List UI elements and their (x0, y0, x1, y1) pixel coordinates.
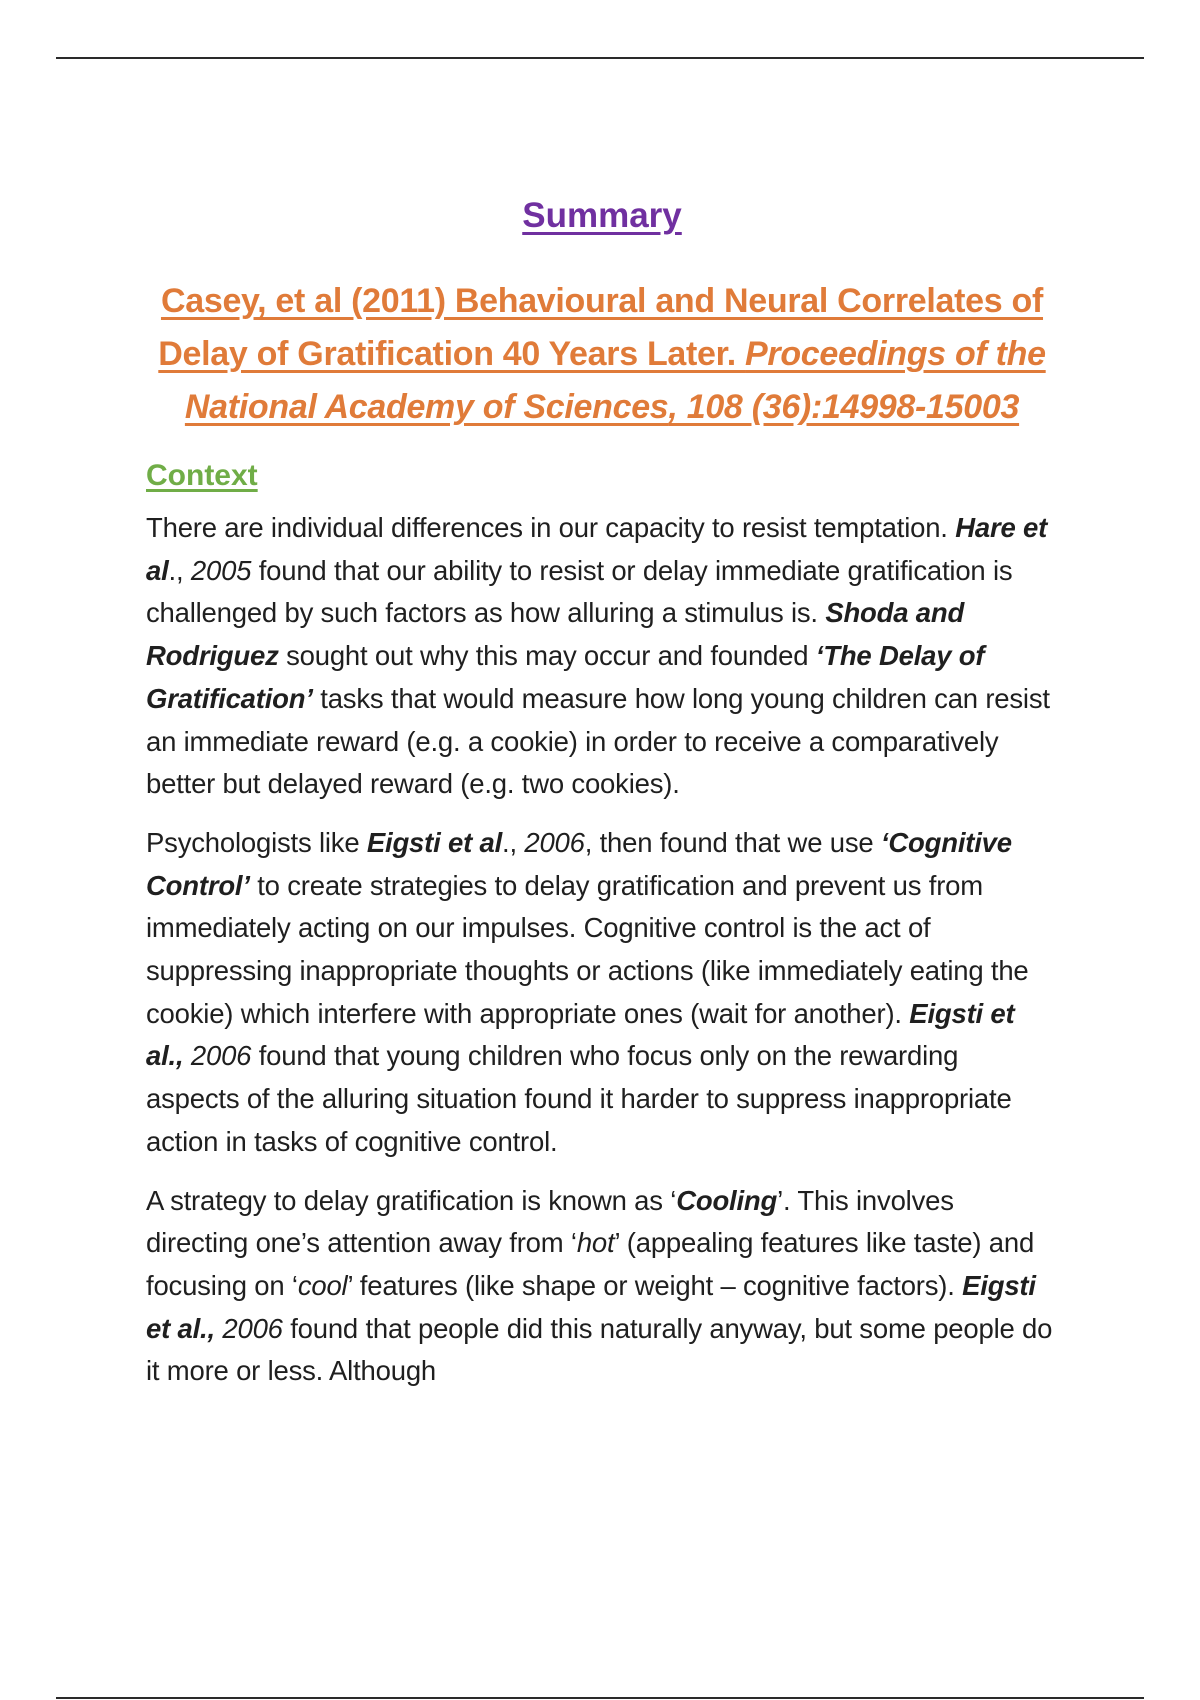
context-paragraph-3 (146, 1180, 1058, 1394)
author-eigsti: Eigsti et al., (146, 1269, 1036, 1344)
context-paragraph-2 (146, 822, 1058, 1164)
year-eigsti: 2006 (524, 826, 585, 858)
citation-ref: , 108 (36):14998-15003 (668, 388, 1020, 426)
citation-heading (146, 275, 1058, 434)
text-run: , then found that we use (584, 826, 881, 858)
footer-rule (56, 1697, 1144, 1699)
year-hare: 2005 (190, 554, 252, 586)
text-run: found that our ability to resist or delay immediate gratification is challenged by such factors as how alluring a stimulus is. (146, 554, 1013, 629)
text-run: found that young children who focus only on the rewarding aspects of the alluring situation found it harder to suppress inappropriate action in tasks of cognitive control. (146, 1040, 1012, 1157)
header-rule (56, 57, 1144, 59)
citation-journal: Proceedings of the National Academy of Sciences (184, 335, 1046, 426)
text-run: ’ (appealing features like taste) and focusing on ‘ (146, 1227, 1035, 1301)
author-shoda: Shoda and Rodriguez (146, 597, 965, 672)
author-eigsti: Eigsti et al., (146, 997, 1015, 1072)
text-run: ., (502, 826, 525, 858)
author-eigsti: Eigsti et al (366, 826, 503, 858)
text-run: ., (168, 554, 191, 586)
text-run: ’. This involves directing one’s attention away from ‘ (146, 1184, 954, 1259)
context-paragraph-1 (146, 507, 1058, 806)
year-eigsti: 2006 (190, 1040, 252, 1072)
task-name: ‘The Delay of Gratification’ (146, 640, 985, 714)
text-run: tasks that would measure how long young children can resist an immediate reward (e.g. a cookie) in order to receive a comparatively better but delayed reward (e.g. two cookies). (146, 682, 1050, 800)
context-heading: Context (146, 459, 258, 492)
term-hot: hot (576, 1227, 615, 1259)
term-cognitive-control: ‘Cognitive Control’ (146, 826, 1012, 901)
text-run (183, 1040, 190, 1071)
text-run: sought out why this may occur and founded (278, 640, 816, 672)
document-body (146, 195, 1058, 1409)
term-cool: cool (297, 1269, 348, 1301)
text-run: to create strategies to delay gratification and prevent us from immediately acting on our impulses. Cognitive control is the act of suppressing inappropriate thoughts or actions (like immediately eating the cookie) which interfere with appropriate ones (wait for another). (146, 869, 1029, 1029)
year-eigsti: 2006 (222, 1312, 283, 1344)
text-run: A strategy to delay gratification is known as ‘ (146, 1184, 677, 1216)
text-run: ’ features (like shape or weight – cognitive factors). (347, 1269, 963, 1301)
author-hare: Hare et al (146, 512, 1048, 586)
term-cooling: Cooling (676, 1184, 778, 1216)
text-run: found that people did this naturally anyway, but some people do it more or less. Although (146, 1312, 1053, 1387)
citation-main: Casey, et al (2011) Behavioural and Neural Correlates of Delay of Gratification 40 Years Later. (158, 282, 1044, 373)
text-run: Psychologists like (146, 826, 367, 858)
text-run: There are individual differences in our capacity to resist temptation. (146, 512, 956, 543)
page-title: Summary (522, 196, 682, 235)
